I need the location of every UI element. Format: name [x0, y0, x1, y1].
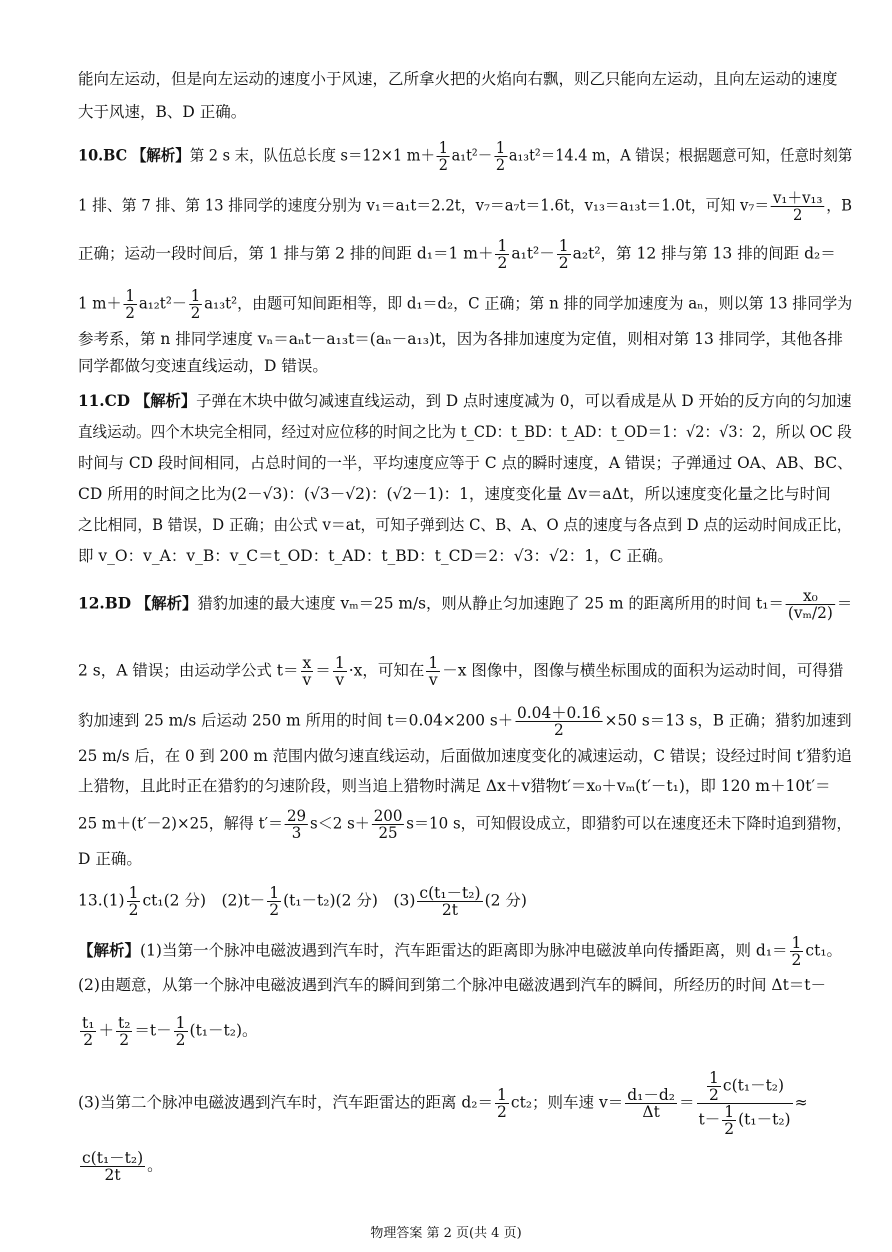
- fraction: $\frac{\text{t₂}}{2}$: [117, 1014, 131, 1049]
- fraction: $\frac{1}{2}$: [125, 287, 135, 322]
- q13-line-5: $\frac{\text{c(t₁－t₂)}}{2t}$ 。: [82, 1149, 163, 1184]
- q12-line-3: 豹加速到 25 m/s 后运动 250 m 所用的时间 t＝0.04×200 s＋ $\frac{0.04+0.16}{2}$ ×50 s＝13 s，B 正确；猎豹加速到: [78, 704, 852, 739]
- q10-label: 10.BC: [78, 145, 128, 165]
- compound-fraction: $\frac{1}{2}$ c(t₁－t₂) t－ $\frac{1}{2}$ (t₁－t₂): [698, 1069, 791, 1138]
- q10-line-3: 正确；运动一段时间后，第 1 排与第 2 排的间距 d₁＝1 m＋ $\frac{1}{2}$ a₁t²－ $\frac{1}{2}$ a₂t²，第 12 排与第 13 排的间距 d₂＝: [78, 237, 836, 272]
- fraction: $\frac{\text{t₁}}{2}$: [82, 1014, 95, 1049]
- text-line: D 正确。: [78, 850, 142, 868]
- text-line: 25 m/s 后，在 0 到 200 m 范围内做匀速直线运动，后面做加速度变化的减速运动，C 错误；设经过时间 t′猎豹追: [78, 747, 852, 765]
- q13-line-3: $\frac{\text{t₁}}{2}$ ＋ $\frac{\text{t₂}}{2}$ ＝t－ $\frac{1}{2}$ (t₁－t₂)。: [82, 1014, 258, 1049]
- q11-line-1: 11.CD 【解析】子弹在木块中做匀减速直线运动，到 D 点时速度减为 0，可以看成是从 D 开始的反方向的匀加速: [78, 391, 852, 410]
- text-line: 大于风速，B、D 正确。: [78, 103, 247, 121]
- fraction: $\frac{\text{d₁－d₂}}{\Delta t}$: [627, 1086, 675, 1121]
- fraction: $\frac{1}{2}$: [791, 934, 802, 969]
- fraction: $\frac{1}{2}$: [497, 1086, 507, 1121]
- fraction: $\frac{1}{v}$: [428, 654, 439, 689]
- text-line: 直线运动。四个木块完全相同，经过对应位移的时间之比为 t_CD：t_BD：t_AD：t_OD＝1：√2：√3：2，所以 OC 段: [78, 423, 852, 441]
- q13-answer-line: 13.(1) $\frac{1}{2}$ ct₁(2 分) (2)t－ $\frac{1}{2}$ (t₁－t₂)(2 分) (3) $\frac{\text{c(t₁－t₂)}}{2t}$ (2 分): [78, 884, 527, 919]
- q10-line-2: 1 排、第 7 排、第 13 排同学的速度分别为 v₁＝a₁t＝2.2t，v₇＝a₇t＝1.6t，v₁₃＝a₁₃t＝1.0t，可知 v₇＝ $\frac{\text{v₁＋v₁₃}}{2}$ ，B: [78, 189, 852, 224]
- fraction: $\frac{1}{2}$: [128, 884, 139, 919]
- fraction: $\frac{1}{2}$: [269, 884, 280, 919]
- text-line: (2)由题意，从第一个脉冲电磁波遇到汽车的瞬间到第二个脉冲电磁波遇到汽车的瞬间，所经历的时间 Δt＝t－: [78, 976, 827, 994]
- q12-line-1: 12.BD 【解析】猎豹加速的最大速度 vₘ＝25 m/s，则从静止匀加速跑了 25 m 的距离所用的时间 t₁＝ $\frac{\text{x₀}}{\text{(vₘ/2)}}$ ＝: [78, 587, 853, 622]
- text-line: 之比相同，B 错误，D 正确；由公式 v＝at，可知子弹到达 C、B、A、O 点的速度与各点到 D 点的运动时间成正比，: [78, 516, 852, 534]
- q10-line-4: 1 m＋ $\frac{1}{2}$ a₁₂t²－ $\frac{1}{2}$ a₁₃t²，由题可知间距相等，即 d₁＝d₂，C 正确；第 n 排的同学加速度为 aₙ，则以第 13 排同学为: [78, 287, 853, 322]
- fraction: $\frac{29}{3}$: [286, 807, 307, 842]
- fraction: $\frac{\text{x₀}}{\text{(vₘ/2)}}$: [787, 587, 833, 622]
- text-line: 能向左运动，但是向左运动的速度小于风速，乙所拿火把的火焰向右飘，则乙只能向左运动，且向左运动的速度: [78, 70, 838, 88]
- q12-label: 12.BD: [78, 593, 132, 613]
- analysis-tag: 【解析】: [78, 940, 141, 960]
- text-line: 时间与 CD 段时间相同，占总时间的一半，平均速度应等于 C 点的瞬时速度，A 错误；子弹通过 OA、AB、BC、: [78, 454, 853, 472]
- analysis-tag: 【解析】: [134, 391, 197, 410]
- fraction: $\frac{1}{2}$: [495, 139, 506, 174]
- fraction: $\frac{1}{2}$: [438, 139, 448, 174]
- fraction: $\frac{\text{c(t₁－t₂)}}{2t}$: [419, 884, 481, 919]
- q13-label: 13.(1): [78, 891, 125, 910]
- q13-line-4: (3)当第二个脉冲电磁波遇到汽车时，汽车距雷达的距离 d₂＝ $\frac{1}{2}$ ct₂；则车速 v＝ $\frac{\text{d₁－d₂}}{\Delta t}$ ＝ $\frac{1}{2}$ c(t₁－t₂) t－ $\frac{1}{2}$ (t₁－t₂) ≈: [78, 1069, 808, 1138]
- fraction: $\frac{1}{2}$: [175, 1014, 186, 1049]
- text-line: 同学都做匀变速直线运动，D 错误。: [78, 357, 328, 375]
- fraction: $\frac{0.04+0.16}{2}$: [517, 704, 601, 739]
- fraction: $\frac{200}{25}$: [373, 807, 403, 842]
- q10-line-1: 10.BC 【解析】第 2 s 末，队伍总长度 s＝12×1 m＋ $\frac{1}{2}$ a₁t²－ $\frac{1}{2}$ a₁₃t²＝14.4 m，A 错误；根据题意可知，任意时刻第: [78, 139, 853, 174]
- fraction: $\frac{x}{v}$: [302, 654, 312, 689]
- q12-line-6: 25 m＋(t′－2)×25，解得 t′＝ $\frac{29}{3}$ s＜2 s＋ $\frac{200}{25}$ s＝10 s，可知假设成立，即猎豹可以在速度还未下降时追到猎物，: [78, 807, 852, 842]
- fraction: $\frac{1}{2}$: [190, 287, 201, 322]
- fraction: $\frac{\text{v₁＋v₁₃}}{2}$: [773, 189, 823, 224]
- text-line: 参考系，第 n 排同学速度 vₙ＝aₙt－a₁₃t＝(aₙ－a₁₃)t，因为各排加速度为定值，则相对第 13 排同学，其他各排: [78, 330, 843, 348]
- text-line: CD 所用的时间之比为(2－√3)：(√3－√2)：(√2－1)：1，速度变化量 Δv＝aΔt，所以速度变化量之比与时间: [78, 485, 831, 503]
- text-line: 上猎物，且此时正在猎豹的匀速阶段，则当追上猎物时满足 Δx＋v猎物t′＝x₀＋vₘ(t′－t₁)，即 120 m＋10t′＝: [78, 777, 831, 795]
- analysis-tag: 【解析】: [135, 593, 198, 613]
- q11-label: 11.CD: [78, 391, 131, 410]
- page-footer: 物理答案 第 2 页(共 4 页): [370, 1226, 522, 1241]
- text-line: 即 v_O：v_A：v_B：v_C＝t_OD：t_AD：t_BD：t_CD＝2：√3：√2：1，C 正确。: [78, 547, 673, 565]
- fraction: $\frac{1}{2}$: [558, 237, 569, 272]
- fraction: $\frac{1}{v}$: [334, 654, 345, 689]
- q13-line-1: 【解析】(1)当第一个脉冲电磁波遇到汽车时，汽车距雷达的距离即为脉冲电磁波单向传播距离，则 d₁＝ $\frac{1}{2}$ ct₁。: [78, 934, 843, 969]
- fraction: $\frac{1}{2}$: [497, 237, 508, 272]
- q12-line-2: 2 s，A 错误；由运动学公式 t＝ $\frac{x}{v}$ ＝ $\frac{1}{v}$ ·x，可知在 $\frac{1}{v}$ －x 图像中，图像与横坐标围成的面积为运动时间，可得猎: [78, 654, 844, 689]
- analysis-tag: 【解析】: [131, 145, 190, 165]
- fraction: $\frac{\text{c(t₁－t₂)}}{2t}$: [82, 1149, 144, 1184]
